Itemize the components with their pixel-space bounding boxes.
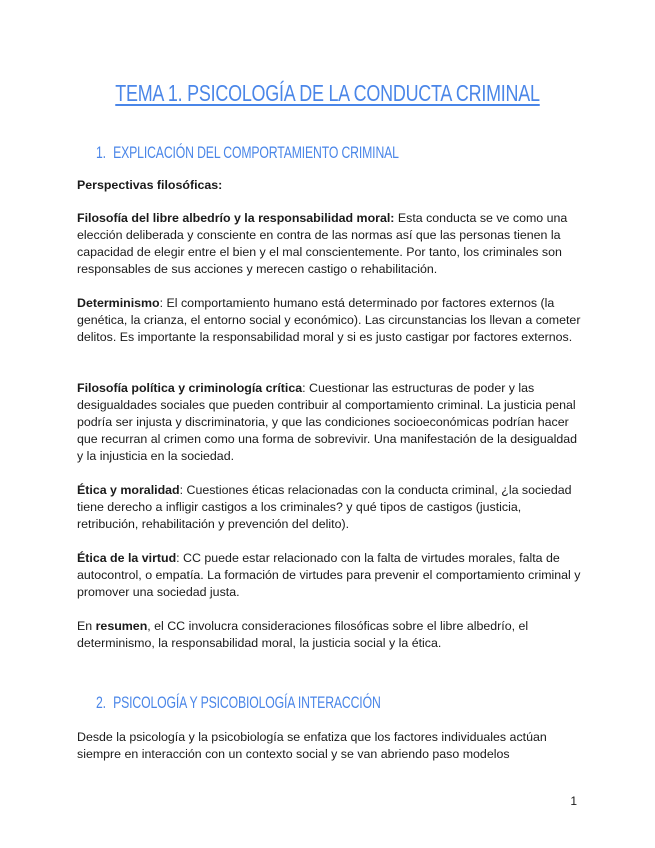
paragraph-political-philosophy <box>77 380 582 465</box>
paragraph-determinism <box>77 295 582 346</box>
section-1-heading <box>96 143 399 163</box>
paragraph-term: Ética de la virtud <box>77 551 177 565</box>
paragraph-virtue-ethics <box>77 550 582 601</box>
section-2-heading <box>96 693 381 713</box>
paragraph-term: Determinismo <box>77 296 160 310</box>
paragraph-free-will <box>77 210 582 278</box>
paragraph-body: : CC puede estar relacionado con la falta de virtudes morales, falta de autocontrol, o empatía. La formación de virtudes para prevenir el comportamiento criminal y promover una sociedad justa. <box>77 551 581 599</box>
paragraph-psychobiology: Desde la psicología y la psicobiología se enfatiza que los factores individuales actúan siempre en interacción con un contexto social y se van abriendo paso modelos <box>77 730 547 761</box>
paragraph-term: Filosofía política y criminología crítica <box>77 381 303 395</box>
perspectives-subheading <box>77 177 582 194</box>
section-1-number: 1. <box>96 143 106 162</box>
summary-prefix: En <box>77 619 96 633</box>
summary-body: , el CC involucra consideraciones filosóficas sobre el libre albedrío, el determinismo, la responsabilidad moral, la justicia social y la ética. <box>77 619 529 650</box>
paragraph-body: : Cuestionar las estructuras de poder y las desigualdades sociales que pueden contribuir al comportamiento criminal. La justicia penal podría ser injusta y discriminatoria, y que las condiciones socioeconómicas podrían hacer que recurran al crimen como una forma de sobrevivir. Una manifestación de la desigualdad y la injusticia en la sociedad. <box>77 381 578 463</box>
page-number: 1 <box>570 794 577 808</box>
section-2-title: PSICOLOGÍA Y PSICOBIOLOGÍA INTERACCIÓN <box>113 693 381 712</box>
paragraph-body: : Cuestiones éticas relacionadas con la conducta criminal, ¿la sociedad tiene derecho a infligir castigos a los criminales? y qué tipos de castigos (justicia, retribución, rehabilitación y prevención del delito). <box>77 483 572 531</box>
paragraph-body: : El comportamiento humano está determinado por factores externos (la genética, la crianza, el entorno social y económico). Las circunstancias los llevan a cometer delitos. Es importante la responsabilidad moral y si es justo castigar por factores externos. <box>77 296 581 344</box>
subheading-text: Perspectivas filosóficas: <box>77 178 223 192</box>
paragraph-ethics-morality <box>77 482 582 533</box>
document-title: TEMA 1. PSICOLOGÍA DE LA CONDUCTA CRIMINAL <box>115 80 540 106</box>
summary-term: resumen <box>95 619 148 633</box>
section-1-title: EXPLICACIÓN DEL COMPORTAMIENTO CRIMINAL <box>113 143 399 162</box>
section-2-number: 2. <box>96 693 106 712</box>
paragraph-term: Filosofía del libre albedrío y la responsabilidad moral: <box>77 211 395 225</box>
paragraph-summary <box>77 618 582 652</box>
paragraph-body: Esta conducta se ve como una elección deliberada y consciente en contra de las normas así que las personas tienen la capacidad de elegir entre el bien y el mal conscientemente. Por tanto, los criminales son responsables de sus acciones y merecen castigo o rehabilitación. <box>77 211 568 276</box>
paragraph-term: Ética y moralidad <box>77 483 180 497</box>
